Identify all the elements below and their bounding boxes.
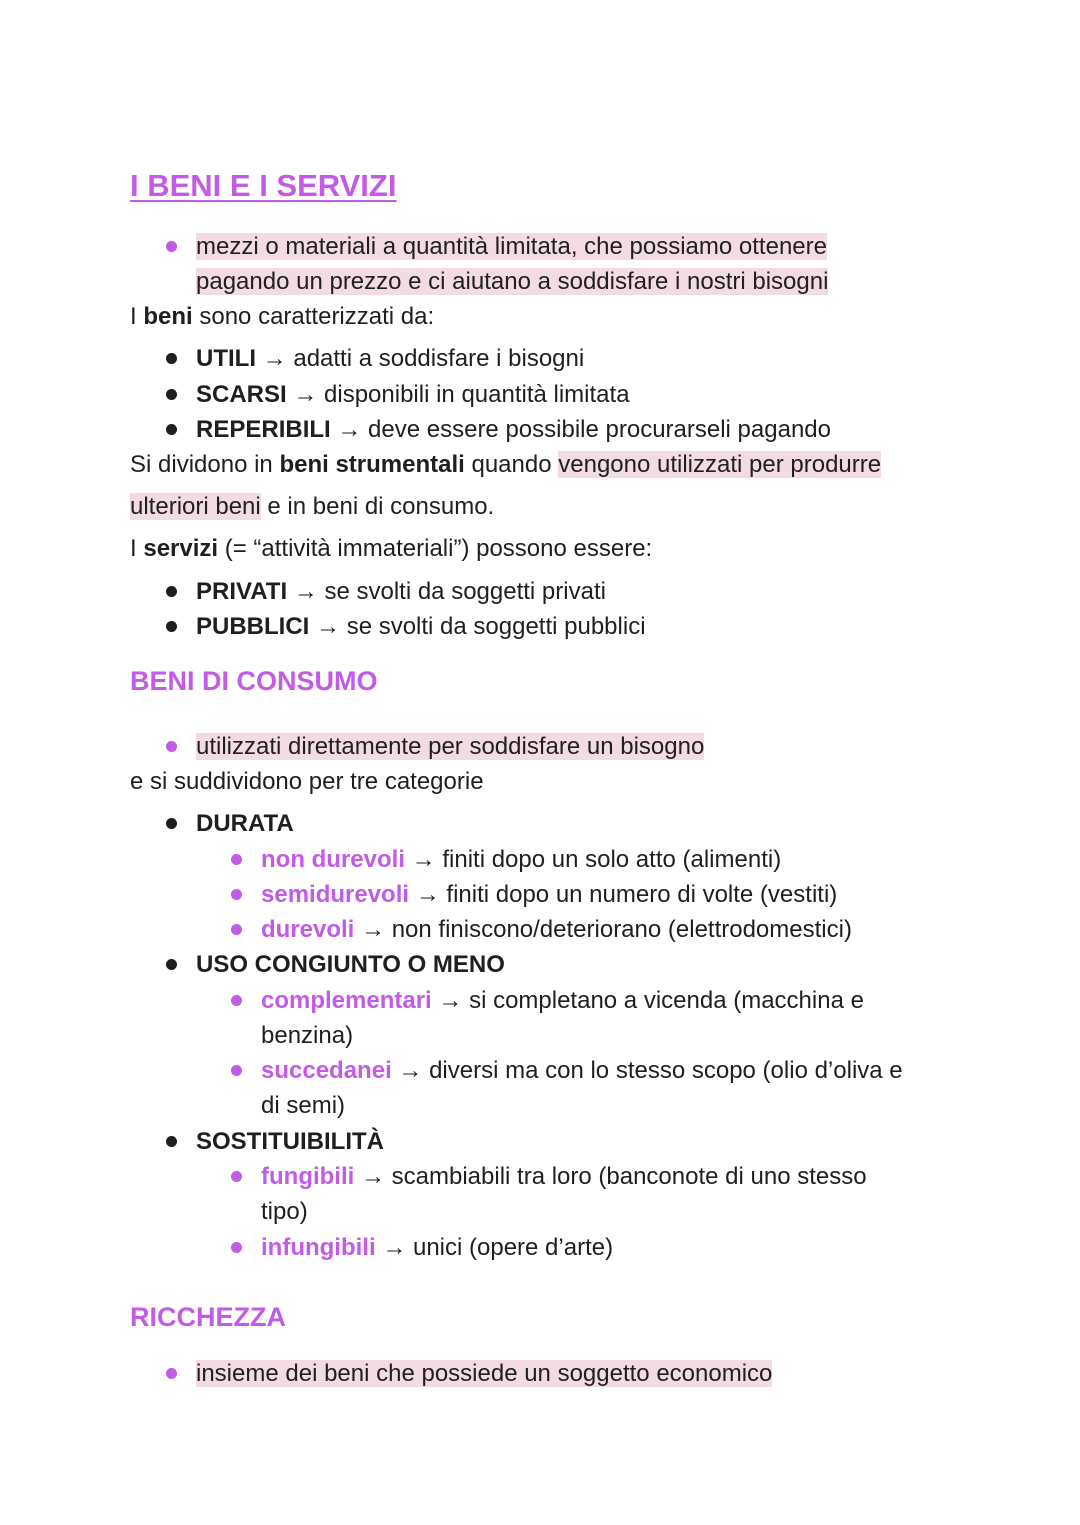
bullet-icon — [231, 924, 242, 935]
bullet-icon — [231, 854, 242, 865]
category-uso: USO CONGIUNTO O MENO — [196, 951, 505, 978]
bullet-icon — [166, 1368, 177, 1379]
list-item: infungibili → unici (opere d’arte) — [261, 1234, 614, 1261]
list-item-continued: tipo) — [261, 1198, 308, 1225]
dividono-line-1: Si dividono in beni strumentali quando vengono utilizzati per produrre — [130, 451, 882, 478]
list-item: succedanei → diversi ma con lo stesso scopo (olio d’oliva e — [261, 1057, 903, 1084]
bullet-icon — [166, 353, 177, 364]
list-item: durevoli → non finiscono/deteriorano (elettrodomestici) — [261, 916, 852, 943]
bullet-icon — [231, 1171, 242, 1182]
bullet-icon — [166, 389, 177, 400]
list-item: semidurevoli → finiti dopo un numero di volte (vestiti) — [261, 881, 838, 908]
list-item: non durevoli → finiti dopo un solo atto (alimenti) — [261, 846, 782, 873]
list-item-continued: di semi) — [261, 1092, 346, 1119]
list-item: PRIVATI → se svolti da soggetti privati — [196, 578, 606, 605]
intro-line-2: pagando un prezzo e ci aiutano a soddisfare i nostri bisogni — [196, 268, 829, 295]
list-item-continued: benzina) — [261, 1022, 354, 1049]
intro-line-1: mezzi o materiali a quantità limitata, che possiamo ottenere — [196, 233, 827, 260]
bullet-icon — [166, 424, 177, 435]
bullet-icon — [166, 959, 177, 970]
bullet-icon — [231, 889, 242, 900]
list-item: SCARSI → disponibili in quantità limitata — [196, 381, 630, 408]
servizi-intro: I servizi (= “attività immateriali”) possono essere: — [130, 535, 653, 562]
section-heading-consumo: BENI DI CONSUMO — [130, 666, 378, 696]
section-heading-ricchezza: RICCHEZZA — [130, 1302, 286, 1332]
list-item: fungibili → scambiabili tra loro (banconote di uno stesso — [261, 1163, 867, 1190]
bullet-icon — [166, 1136, 177, 1147]
bullet-icon — [166, 241, 177, 252]
list-item: PUBBLICI → se svolti da soggetti pubblici — [196, 613, 646, 640]
consumo-definition: utilizzati direttamente per soddisfare un bisogno — [196, 733, 705, 760]
list-item: REPERIBILI → deve essere possibile procurarseli pagando — [196, 416, 831, 443]
list-item: complementari → si completano a vicenda (macchina e — [261, 987, 864, 1014]
bullet-icon — [231, 995, 242, 1006]
beni-intro: I beni sono caratterizzati da: — [130, 303, 435, 330]
bullet-icon — [231, 1242, 242, 1253]
ricchezza-definition: insieme dei beni che possiede un soggetto economico — [196, 1360, 773, 1387]
bullet-icon — [166, 818, 177, 829]
bullet-icon — [166, 621, 177, 632]
category-sostituibilita: SOSTITUIBILITÀ — [196, 1128, 384, 1155]
bullet-icon — [166, 741, 177, 752]
dividono-line-2: ulteriori beni e in beni di consumo. — [130, 493, 495, 520]
bullet-icon — [231, 1065, 242, 1076]
consumo-sub: e si suddividono per tre categorie — [130, 768, 484, 795]
list-item: UTILI → adatti a soddisfare i bisogni — [196, 345, 585, 372]
page-title: I BENI E I SERVIZI — [130, 168, 397, 203]
category-durata: DURATA — [196, 810, 294, 837]
bullet-icon — [166, 586, 177, 597]
